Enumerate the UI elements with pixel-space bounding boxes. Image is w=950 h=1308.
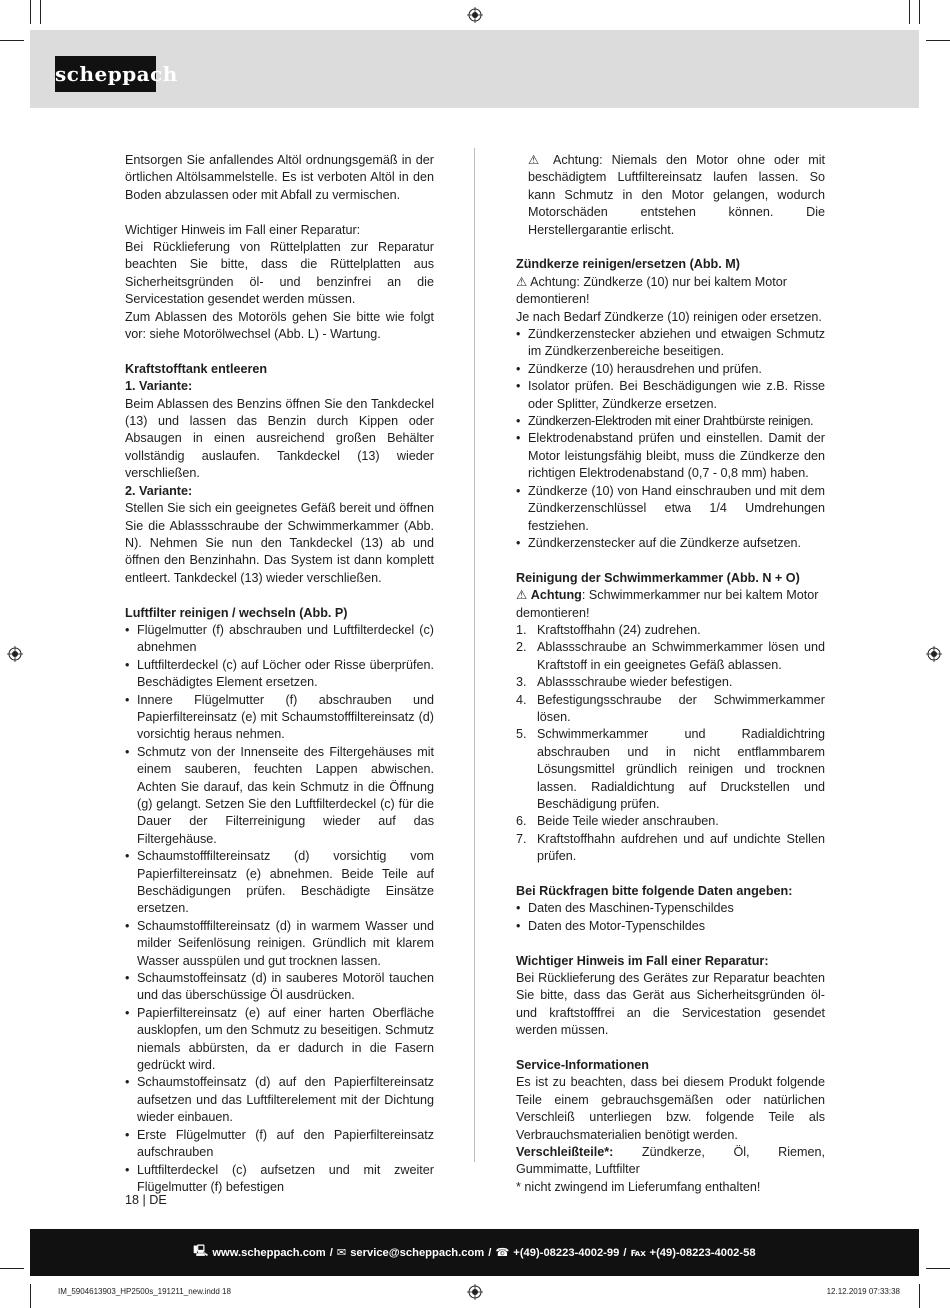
- slug-date: 12.12.2019 07:33:38: [826, 1287, 900, 1296]
- left-column: [125, 152, 434, 1196]
- section-heading: Bei Rückfragen bitte folgende Daten angeben:: [516, 884, 793, 899]
- list-item: • Zündkerzenstecker abziehen und etwaigen Schmutz im Zündkerzenbereiche beseitigen.: [516, 327, 825, 359]
- registration-mark-icon: [7, 646, 23, 662]
- repair-note-title: Wichtiger Hinweis im Fall einer Reparatur:: [125, 222, 361, 237]
- website-link[interactable]: www.scheppach.com: [212, 1246, 326, 1259]
- list-item: • Innere Flügelmutter (f) abschrauben und Papierfiltereinsatz (e) mit Schaumstofffiltereinsatz (d) vorsichtig heraus nehmen.: [125, 692, 434, 742]
- warning-icon: ⚠: [528, 153, 553, 167]
- crop-mark: [926, 40, 950, 41]
- right-column: [516, 152, 825, 1196]
- brand-logo: scheppach: [55, 56, 156, 92]
- list-item: 2. Ablassschraube an Schwimmerkammer lösen und Kraftstoff in ein geeignetes Gefäß ablassen.: [516, 640, 825, 672]
- float-list: [516, 622, 825, 866]
- crop-mark: [40, 0, 41, 24]
- spark-intro: Je nach Bedarf Zündkerze (10) reinigen oder ersetzen.: [516, 309, 822, 324]
- list-item: 6. Beide Teile wieder anschrauben.: [516, 814, 719, 829]
- list-item: • Luftfilterdeckel (c) aufsetzen und mit zweiter Flügelmutter (f) befestigen: [125, 1162, 434, 1194]
- list-item: • Zündkerzenstecker auf die Zündkerze aufsetzen.: [516, 535, 802, 550]
- list-item: • Zündkerze (10) von Hand einschrauben und mit dem Zündkerzenschlüssel etwa 1/4 Umdrehungen festziehen.: [516, 483, 825, 533]
- slug-file: IM_5904613903_HP2500s_191211_new.indd 18: [58, 1287, 231, 1296]
- list-item: • Schaumstofffiltereinsatz (d) vorsichtig vom Papierfiltereinsatz (e) abnehmen. Beide Teile auf Beschädigungen prüfen. Beschädigte Einsätze ersetzen.: [125, 849, 434, 916]
- registration-mark-icon: [467, 1284, 483, 1300]
- footnote: * nicht zwingend im Lieferumfang enthalten!: [516, 1179, 761, 1194]
- crop-mark: [0, 1268, 24, 1269]
- column-divider: [474, 148, 475, 1162]
- crop-mark: [30, 0, 31, 24]
- variant-text: Stellen Sie sich ein geeignetes Gefäß bereit und öffnen Sie die Ablassschraube der Schwimmerkammer (Abb. N). Nehmen Sie nun den Tankdeckel (13) ab und öffnen den Benzinhahn. Das System ist dann komplett entleert. Tankdeckel (13) wieder verschließen.: [125, 501, 434, 585]
- variant-text: Beim Ablassen des Benzins öffnen Sie den Tankdeckel (13) und lassen das Benzin durch Kippen oder Absaugen in einen ausreichend großen Behälter vollständig auslaufen. Tankdeckel (13) wieder verschließen.: [125, 396, 434, 481]
- repair-note-text: Bei Rücklieferung von Rüttelplatten zur Reparatur beachten Sie bitte, dass die Rüttelplatten aus Sicherheitsgründen öl- und benzinfrei an die Servicestation gesendet werden müssen.: [125, 240, 434, 307]
- list-item: • Schaumstoffeinsatz (d) in sauberes Motoröl tauchen und das überschüssige Öl ausdrücken.: [125, 971, 434, 1003]
- section-heading: Luftfilter reinigen / wechseln (Abb. P): [125, 605, 348, 620]
- crop-mark: [30, 1284, 31, 1308]
- phone-number: +(49)-08223-4002-99: [513, 1246, 620, 1259]
- crop-mark: [926, 1268, 950, 1269]
- warning-icon: ⚠: [516, 588, 531, 603]
- email-link[interactable]: service@scheppach.com: [350, 1246, 485, 1259]
- list-item: • Elektrodenabstand prüfen und einstellen. Damit der Motor leistungsfähig bleibt, muss die Zündkerze den richtigen Elektrodenabstand (0,7 - 0,8 mm) haben.: [516, 431, 825, 481]
- section-heading: Service-Informationen: [516, 1058, 649, 1073]
- air-filter-warning: ⚠ Achtung: Niemals den Motor ohne oder mit beschädigtem Luftfiltereinsatz laufen lassen. So kann Schmutz in den Motor gelangen, wodurch Motorschäden entstehen können. Die Herstellergarantie erlischt.: [528, 153, 825, 237]
- service-text: Es ist zu beachten, dass bei diesem Produkt folgende Teile einem gebrauchsgemäßen oder natürlichen Verschleiß unterliegen bzw. folgende Teile als Verbrauchsmaterialien benötigt werden.: [516, 1075, 825, 1142]
- wear-parts: Verschleißteile*: Zündkerze, Öl, Riemen, Gummimatte, Luftfilter: [516, 1145, 825, 1177]
- list-item: • Daten des Maschinen-Typenschildes: [516, 901, 734, 916]
- list-item: • Zündkerzen-Elektroden mit einer Drahtbürste reinigen.: [516, 414, 814, 429]
- float-warning: ⚠ Achtung: Schwimmerkammer nur bei kaltem Motor demontieren!: [516, 588, 819, 620]
- crop-mark: [919, 0, 920, 24]
- list-item: • Erste Flügelmutter (f) auf den Papierfiltereinsatz aufschrauben: [125, 1127, 434, 1160]
- page-number: 18 | DE: [125, 1193, 167, 1207]
- repair-text: Bei Rücklieferung des Gerätes zur Reparatur beachten Sie bitte, dass das Gerät aus Sicherheitsgründen öl- und kraftstofffrei an die Servicestation gesendet werden müssen.: [516, 971, 825, 1038]
- list-item: • Daten des Motor-Typenschildes: [516, 918, 706, 933]
- list-item: • Luftfilterdeckel (c) auf Löcher oder Risse überprüfen. Beschädigtes Element ersetzen.: [125, 657, 434, 690]
- list-item: 7. Kraftstoffhahn aufdrehen und auf undichte Stellen prüfen.: [516, 831, 825, 864]
- registration-mark-icon: [467, 7, 483, 23]
- section-heading: Reinigung der Schwimmerkammer (Abb. N + O): [516, 570, 800, 585]
- variant-heading: 1. Variante:: [125, 379, 193, 394]
- crop-mark: [909, 0, 910, 24]
- filter-list: [125, 622, 434, 1196]
- variant-heading: 2. Variante:: [125, 483, 193, 498]
- list-item: • Flügelmutter (f) abschrauben und Luftfilterdeckel (c) abnehmen: [125, 622, 434, 655]
- list-item: 4. Befestigungsschraube der Schwimmerkammer lösen.: [516, 692, 825, 724]
- list-item: 5. Schwimmerkammer und Radialdichtring abschrauben und in nicht entflammbarem Lösungsmittel gründlich reinigen und trocknen lassen. Radialdichtung auf Druckstellen und Beschädigung prüfen.: [516, 727, 825, 811]
- section-heading: Kraftstofftank entleeren: [125, 361, 268, 376]
- mail-icon: ✉: [336, 1247, 347, 1259]
- list-item: • Schaumstofffiltereinsatz (d) in warmem Wasser und milder Seifenlösung reinigen. Gründlich mit klarem Wasser ausspülen und gut trocknen lassen.: [125, 918, 434, 968]
- computer-icon: 🖳: [193, 1245, 209, 1257]
- section-heading: Wichtiger Hinweis im Fall einer Reparatur:: [516, 953, 769, 968]
- footer-contact-bar: 🖳 www.scheppach.com / ✉ service@scheppach.com / ☎ +(49)-08223-4002-99 / ℻ +(49)-08223-4002-58: [30, 1229, 919, 1276]
- list-item: • Zündkerze (10) herausdrehen und prüfen.: [516, 361, 762, 376]
- list-item: • Isolator prüfen. Bei Beschädigungen wie z.B. Risse oder Splitter, Zündkerze ersetzen.: [516, 379, 825, 411]
- registration-mark-icon: [926, 646, 942, 662]
- phone-icon: ☎: [495, 1247, 510, 1259]
- spark-warning: ⚠ Achtung: Zündkerze (10) nur bei kaltem Motor demontieren!: [516, 274, 788, 307]
- fax-icon: ℻: [630, 1247, 646, 1259]
- warning-icon: ⚠: [516, 274, 531, 289]
- section-heading: Zündkerze reinigen/ersetzen (Abb. M): [516, 257, 740, 272]
- list-item: 1. Kraftstoffhahn (24) zudrehen.: [516, 622, 701, 637]
- contact-list: [516, 900, 825, 935]
- fax-number: +(49)-08223-4002-58: [649, 1246, 756, 1259]
- list-item: • Schmutz von der Innenseite des Filtergehäuses mit einem sauberen, feuchten Lappen abwischen. Achten Sie darauf, das kein Schmutz in die Öffnung (g) gelangt. Setzen Sie den Luftfilterdeckel (c) für die Dauer der Filterreinigung wieder auf das Filtergehäuse.: [125, 744, 434, 846]
- crop-mark: [919, 1284, 920, 1308]
- crop-mark: [0, 40, 24, 41]
- list-item: • Papierfiltereinsatz (e) auf einer harten Oberfläche ausklopfen, um den Schmutz zu beseitigen. Schmutz niemals abbürsten, da er dadurch in die Fasern gedrückt wird.: [125, 1005, 434, 1073]
- oil-disposal-text: Entsorgen Sie anfallendes Altöl ordnungsgemäß in der örtlichen Altölsammelstelle. Es ist verboten Altöl in den Boden abzulassen oder mit Abfall zu vermischen.: [125, 153, 434, 202]
- list-item: • Schaumstoffeinsatz (d) auf den Papierfiltereinsatz aufsetzen und das Luftfilterelement mit der Dichtung wieder einbauen.: [125, 1075, 434, 1125]
- oil-drain-text: Zum Ablassen des Motoröls gehen Sie bitte wie folgt vor: siehe Motorölwechsel (Abb. L) - Wartung.: [125, 309, 434, 342]
- spark-list: [516, 326, 825, 552]
- list-item: 3. Ablassschraube wieder befestigen.: [516, 675, 733, 690]
